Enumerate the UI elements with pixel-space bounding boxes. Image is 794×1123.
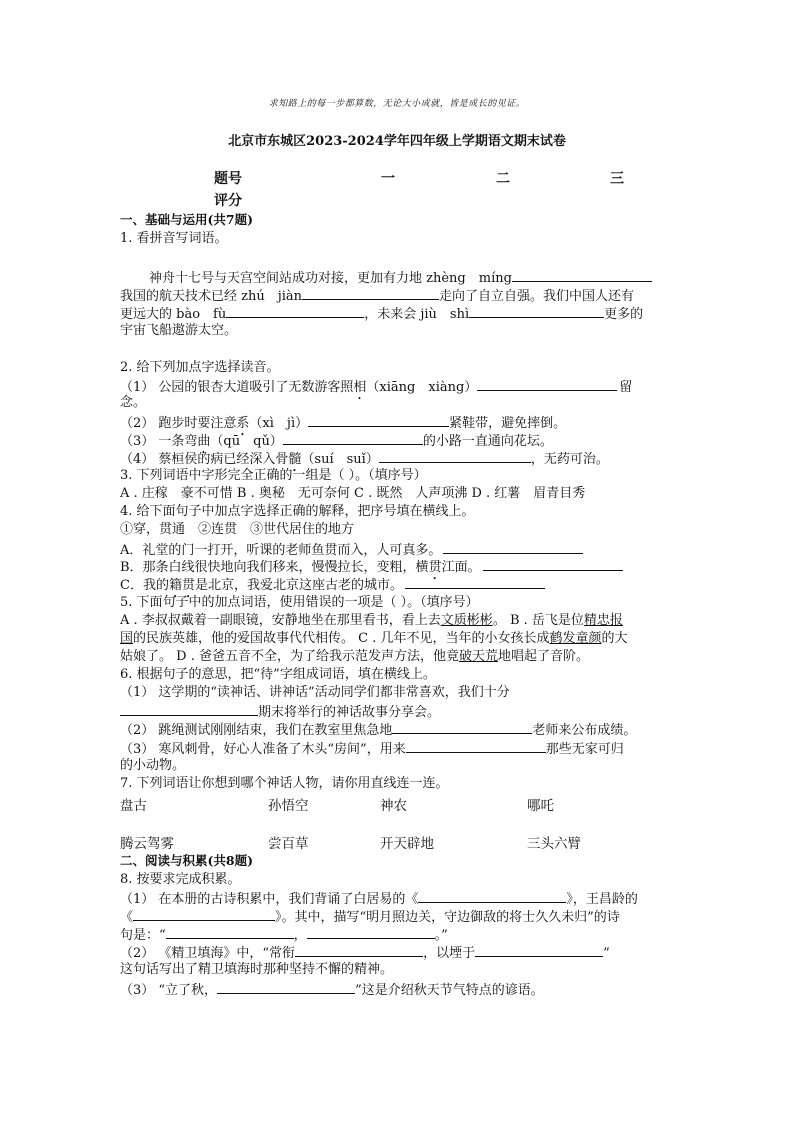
pinyin-options: （qū qǔ） (210, 434, 283, 449)
score-row1-label: 题号 (214, 171, 242, 187)
dotted-char: 贯 (428, 560, 442, 575)
q1-text: ，未来会 jiù shì (364, 307, 470, 322)
answer-blank[interactable] (133, 907, 275, 921)
answer-blank[interactable] (166, 925, 294, 939)
score-col-3: 三 (610, 171, 624, 187)
q8-item2 (120, 943, 610, 962)
answer-blank[interactable] (217, 980, 355, 994)
q5-line1 (120, 612, 623, 629)
q4-text: 而入，人可真多。 (337, 543, 442, 558)
answer-blank[interactable] (283, 431, 423, 445)
dotted-char: 相 (353, 380, 367, 395)
q8-text: （1） 在本册的古诗积累中，我们背诵了白居易的《 (120, 892, 419, 907)
q6-prompt: 6. 根据句子的意思，把“待”字组成词语，填在横线上。 (120, 667, 436, 682)
q6-text: 那些无家可归 (545, 742, 624, 757)
q1-line2 (120, 286, 634, 305)
q8-item2-cont: 这句话写出了精卫填海时那种坚持不懈的精神。 (120, 962, 394, 977)
q5-text: 的民族英雄，他的爱国故事代代相传。 C . 几年不见，当年的小女孩长成 (133, 631, 550, 646)
q7-word: 三头六臂 (527, 836, 581, 852)
q8-item1 (120, 889, 638, 908)
q2-text: （4） 蔡桓侯的病已经深入骨 (120, 452, 289, 467)
dotted-char: 髓 (288, 452, 302, 467)
exam-title: 北京市东城区2023-2024学年四年级上学期语文期末试卷 (228, 134, 566, 149)
answer-blank[interactable] (392, 720, 532, 734)
underlined-word: 精忠报 (583, 613, 623, 628)
motto: 求知路上的每一步都算数，无论大小成就，皆是成长的见证。 (268, 99, 526, 109)
q8-text: （2） 《精卫填海》中，“常衔 (120, 946, 296, 961)
answer-blank[interactable] (483, 557, 623, 571)
q1-text: 神舟十七号与天宫空间站成功对接，更加有力地 zhèng míng (149, 271, 512, 286)
q8-text: ，以堙于 (423, 946, 476, 961)
q4-text: B．那条白线很快地向我们移来，慢慢拉长，变粗，横 (120, 560, 429, 575)
q6-item1-cont (120, 702, 440, 721)
pinyin-options: （xiāng xiàng） (366, 380, 478, 395)
answer-blank[interactable] (226, 304, 364, 318)
answer-blank[interactable] (477, 377, 617, 391)
q8-text: ”这是介绍秋天节气特点的谚语。 (355, 983, 544, 998)
q2-item1 (120, 377, 632, 403)
q1-text: 我国的航天技术已经 zhú jiàn (120, 289, 303, 304)
q8-text: ， (293, 928, 307, 943)
q8-text: 。” (434, 928, 448, 943)
q5-text: 的大 (601, 631, 628, 646)
dotted-char: 曲 (197, 434, 211, 449)
q8-item1-cont (120, 907, 620, 926)
pinyin-options: （suí suǐ） (301, 452, 379, 467)
answer-blank[interactable] (443, 540, 583, 554)
q6-text: 老师来公布成绩。 (532, 723, 637, 738)
q8-text: 》。其中，描写“明月照边关，守边御敌的将士久久未归”的诗 (275, 910, 620, 925)
q1-text: 更多的 (604, 307, 644, 322)
q8-text: 句是：“ (120, 928, 166, 943)
answer-blank[interactable] (120, 702, 258, 716)
q3-options: A . 庄稼 豪不可惜 B . 奥秘 无可奈何 C . 既然 人声项沸 D . 红薯 眉青目秀 (120, 486, 586, 501)
underlined-word: 鹤发童颜 (549, 631, 602, 646)
q7-word: 腾云驾雾 (120, 836, 174, 852)
q5-prompt: 5. 下面句子中的加点词语，使用错误的一项是（ ）。（填序号） (120, 595, 479, 610)
q7-word: 盘古 (120, 798, 147, 814)
q6-text: （3） 寒风刺骨，好心人准备了木头“房间”，用来 (120, 742, 406, 757)
answer-blank[interactable] (379, 449, 531, 463)
q8-text: ” (603, 946, 610, 961)
q8-item1-cont2 (120, 925, 448, 944)
score-col-1: 一 (381, 171, 395, 187)
dotted-char: 系 (236, 416, 250, 431)
q1-text: 走向了自立自强。我们中国人还有 (439, 289, 635, 304)
q4-text: 江面。 (441, 560, 481, 575)
q8-prompt: 8. 按要求完成积累。 (120, 872, 241, 887)
q2-prompt: 2. 给下列加点字选择读音。 (120, 360, 280, 375)
q6-item1: （1） 这学期的“读神话、讲神话”活动同学们都非常喜欢，我们十分 (120, 685, 510, 700)
answer-blank[interactable] (418, 889, 566, 903)
q7-prompt: 7. 下列词语让你想到哪个神话人物，请你用直线连一连。 (120, 776, 449, 791)
answer-blank[interactable] (406, 739, 546, 753)
q7-word: 开天辟地 (380, 836, 434, 852)
q8-text: 《 (120, 910, 134, 925)
q8-item3 (120, 980, 544, 999)
q5-text: 。 B . 岳飞是位 (492, 613, 584, 628)
q1-prompt: 1. 看拼音写词语。 (120, 231, 228, 246)
q1-line1 (149, 268, 652, 287)
answer-blank[interactable] (512, 268, 652, 282)
q4-text: A．礼堂的门一打开，听课的老师鱼 (120, 543, 325, 558)
q5-line2 (120, 630, 628, 647)
q6-item3-cont: 的小动物。 (120, 758, 186, 773)
q5-text: 地唱起了音阶。 (497, 649, 589, 664)
q6-item3 (120, 739, 624, 758)
section2-heading: 二、阅读与积累(共8题) (120, 853, 254, 868)
q5-line3 (120, 648, 589, 665)
q2-text: 紧鞋带，避免摔倒。 (449, 416, 567, 431)
pinyin-options: （xì jì） (249, 416, 309, 431)
underlined-word: 国 (120, 631, 134, 646)
q7-word: 孙悟空 (268, 798, 309, 814)
q8-text: （3） “立了秋， (120, 983, 218, 998)
q6-text: 期末将举行的神话故事分享会。 (258, 705, 441, 720)
q6-item2 (120, 720, 636, 739)
q4-choices: ①穿，贯通 ②连贯 ③世代居住的地方 (120, 522, 355, 537)
section1-heading: 一、基础与运用(共7题) (120, 212, 254, 227)
underlined-word: 破天荒 (458, 649, 498, 664)
q1-line4: 宇宙飞船遨游太空。 (120, 323, 238, 338)
answer-blank[interactable] (295, 943, 423, 957)
q1-line3 (120, 304, 643, 323)
answer-blank[interactable] (405, 575, 545, 589)
q7-word: 尝百草 (268, 836, 309, 852)
q4-text: C．我的 (120, 578, 169, 593)
q4-prompt: 4. 给下面句子中加点字选择正确的解释，把序号填在横线上。 (120, 504, 475, 519)
dotted-char: 贯 (324, 543, 338, 558)
q2-text: （3） 一条弯 (120, 434, 198, 449)
q2-text: 留 (619, 380, 633, 395)
q4-text: 是北京，我爱北京这座古老的城市。 (194, 578, 403, 593)
q5-text: 姑娘了。 D . 爸爸五音不全，为了给我示范发声方法，他竟 (120, 649, 459, 664)
q5-text: A . 李叔叔戴着一副眼镜，安静地坐在那里看书，看上去 (120, 613, 441, 628)
q2-text: ，无药可治。 (530, 452, 609, 467)
score-row2-label: 评分 (214, 193, 242, 209)
q2-text: （1） 公园的银杏大道吸引了无数游客照 (120, 380, 354, 395)
underlined-word: 文质彬彬 (440, 613, 493, 628)
q7-word: 哪吒 (527, 798, 554, 814)
answer-blank[interactable] (302, 286, 439, 300)
q7-word: 神农 (380, 798, 407, 814)
answer-blank[interactable] (307, 925, 435, 939)
score-col-2: 二 (496, 171, 510, 187)
q2-text: 的小路一直通向花坛。 (422, 434, 553, 449)
q2-text: （2） 跑步时要注意 (120, 416, 237, 431)
q8-text: 》，王昌龄的 (566, 892, 638, 907)
answer-blank[interactable] (308, 413, 449, 427)
q6-text: （2） 跳绳测试刚刚结束，我们在教室里焦急地 (120, 723, 393, 738)
q1-text: 更远大的 bào fù (120, 307, 227, 322)
q3-prompt: 3. 下列词语中字形完全正确的一组是（ ）。（填序号） (120, 468, 427, 483)
q2-item1-cont: 念。 (120, 395, 147, 410)
answer-blank[interactable] (475, 943, 603, 957)
answer-blank[interactable] (469, 304, 604, 318)
dotted-char: 籍贯 (168, 578, 195, 593)
